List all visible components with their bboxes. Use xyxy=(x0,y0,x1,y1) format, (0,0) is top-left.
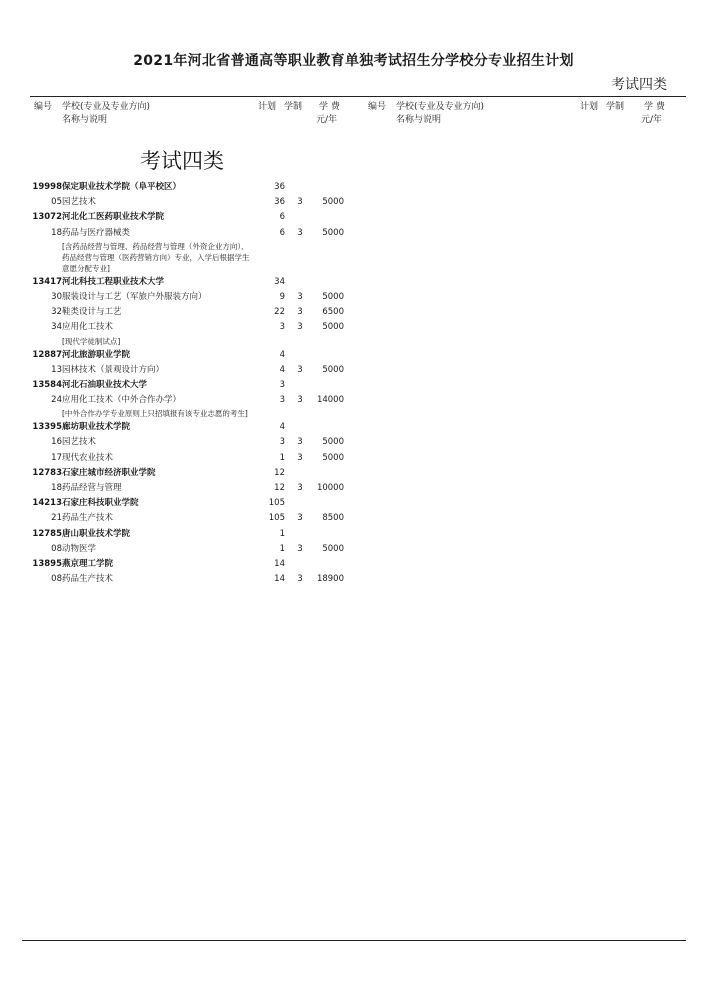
major-plan: 3 xyxy=(279,322,285,333)
school-code: 12785 xyxy=(32,528,62,539)
major-plan: 36 xyxy=(274,197,285,208)
major-fee: 14000 xyxy=(316,395,344,406)
header-fee-top: 学 费 xyxy=(319,102,340,112)
major-name: 应用化工技术（中外合作办学） xyxy=(62,395,182,406)
header-school: 学校(专业及专业方向) xyxy=(62,102,151,112)
school-code: 12887 xyxy=(32,349,62,360)
major-code: 18 xyxy=(51,483,62,493)
major-plan: 12 xyxy=(274,483,285,493)
header-school: 学校(专业及专业方向) xyxy=(396,102,485,112)
school-code: 13584 xyxy=(32,379,62,390)
major-years: 3 xyxy=(297,483,303,493)
major-row xyxy=(0,542,360,557)
major-code: 21 xyxy=(51,513,62,524)
header-desc: 名称与说明 xyxy=(396,115,442,125)
major-name: 服装设计与工艺（军旅户外服装方向） xyxy=(62,291,207,302)
school-plan: 4 xyxy=(279,422,285,433)
major-fee: 5000 xyxy=(322,452,344,463)
major-plan: 14 xyxy=(274,574,285,585)
school-plan: 105 xyxy=(268,498,285,509)
school-code: 14213 xyxy=(32,498,62,509)
school-row xyxy=(0,466,360,481)
school-plan: 34 xyxy=(274,276,285,287)
major-row xyxy=(0,572,360,587)
major-fee: 5000 xyxy=(322,322,344,333)
header-code: 编号 xyxy=(34,102,53,112)
major-years: 3 xyxy=(297,395,303,406)
major-fee: 18900 xyxy=(316,574,344,585)
major-row xyxy=(0,226,360,241)
major-name: 园林技术（景观设计方向） xyxy=(62,364,165,375)
major-code: 16 xyxy=(51,437,62,448)
school-row xyxy=(0,180,360,195)
major-years: 3 xyxy=(297,437,303,448)
school-code: 13417 xyxy=(32,276,62,287)
school-name: 唐山职业技术学院 xyxy=(62,528,131,539)
school-name: 河北旅游职业学院 xyxy=(62,349,131,360)
school-name: 河北石油职业技术大学 xyxy=(62,379,148,390)
school-plan: 4 xyxy=(279,349,285,360)
major-plan: 3 xyxy=(279,395,285,406)
major-fee: 8500 xyxy=(322,513,344,524)
school-row xyxy=(0,527,360,542)
school-plan: 1 xyxy=(279,528,285,539)
major-name: 现代农业技术 xyxy=(62,452,114,463)
major-fee: 10000 xyxy=(316,483,344,493)
major-note: [含药品经营与管理、药品经营与管理（外资企业方向）、药品经营与管理（医药营销方向）专业，入学后根据学生意愿分配专业] xyxy=(62,241,250,273)
major-code: 05 xyxy=(51,197,62,208)
major-row xyxy=(0,305,360,320)
major-row xyxy=(0,393,360,408)
header-fee-top: 学 费 xyxy=(644,102,665,112)
school-plan: 12 xyxy=(274,467,285,478)
header-desc: 名称与说明 xyxy=(62,115,108,125)
school-name: 燕京理工学院 xyxy=(62,558,114,569)
plan-table xyxy=(0,180,360,587)
major-plan: 4 xyxy=(279,364,285,375)
major-name: 药品与医疗器械类 xyxy=(62,227,131,238)
major-fee: 5000 xyxy=(322,227,344,238)
major-plan: 3 xyxy=(279,437,285,448)
header-years: 学制 xyxy=(284,102,303,112)
major-name: 园艺技术 xyxy=(62,437,97,448)
major-name: 药品生产技术 xyxy=(62,574,114,585)
major-years: 3 xyxy=(297,452,303,463)
major-code: 17 xyxy=(51,452,62,463)
major-years: 3 xyxy=(297,513,303,524)
major-years: 3 xyxy=(297,197,303,208)
school-code: 12783 xyxy=(32,467,62,478)
major-plan: 1 xyxy=(279,543,285,554)
major-row xyxy=(0,320,360,335)
major-code: 08 xyxy=(51,543,62,554)
bottom-rule xyxy=(22,940,686,941)
major-plan: 1 xyxy=(279,452,285,463)
document-title: 2021年河北省普通高等职业教育单独考试招生分学校分专业招生计划 xyxy=(133,53,574,69)
major-years: 3 xyxy=(297,307,303,318)
school-plan: 14 xyxy=(274,558,285,569)
major-years: 3 xyxy=(297,291,303,302)
major-row xyxy=(0,363,360,378)
major-code: 13 xyxy=(51,364,62,375)
major-note: [中外合作办学专业原则上只招填报有该专业志愿的考生] xyxy=(62,409,248,419)
school-row xyxy=(0,496,360,511)
school-code: 19998 xyxy=(32,182,62,192)
major-years: 3 xyxy=(297,227,303,238)
header-code: 编号 xyxy=(368,102,387,112)
major-fee: 6500 xyxy=(322,307,344,318)
school-row xyxy=(0,557,360,572)
major-code: 32 xyxy=(51,307,62,318)
major-plan: 22 xyxy=(274,307,285,318)
major-row xyxy=(0,195,360,210)
major-years: 3 xyxy=(297,322,303,333)
major-years: 3 xyxy=(297,543,303,554)
major-years: 3 xyxy=(297,574,303,585)
major-fee: 5000 xyxy=(322,291,344,302)
major-code: 08 xyxy=(51,574,62,585)
major-code: 34 xyxy=(51,322,62,333)
header-years: 学制 xyxy=(606,102,625,112)
school-name: 石家庄科技职业学院 xyxy=(62,498,139,509)
major-plan: 9 xyxy=(279,291,285,302)
major-name: 药品经营与管理 xyxy=(62,483,122,493)
header-fee-bottom: 元/年 xyxy=(641,115,663,125)
school-row xyxy=(0,420,360,435)
major-fee: 5000 xyxy=(322,437,344,448)
school-name: 河北科技工程职业技术大学 xyxy=(62,276,165,287)
major-row xyxy=(0,290,360,305)
major-row xyxy=(0,435,360,450)
school-name: 河北化工医药职业技术学院 xyxy=(62,212,165,223)
category-label: 考试四类 xyxy=(611,77,667,93)
school-plan: 36 xyxy=(274,182,285,192)
school-code: 13895 xyxy=(32,558,62,569)
major-note: [现代学徒制试点] xyxy=(62,336,121,346)
school-row xyxy=(0,210,360,225)
major-row xyxy=(0,451,360,466)
school-plan: 3 xyxy=(279,379,285,390)
school-name: 石家庄城市经济职业学院 xyxy=(62,467,156,478)
top-rule xyxy=(30,96,686,97)
school-row xyxy=(0,378,360,393)
major-years: 3 xyxy=(297,364,303,375)
table-header xyxy=(0,101,707,131)
major-name: 药品生产技术 xyxy=(62,513,114,524)
school-row xyxy=(0,348,360,363)
school-code: 13072 xyxy=(32,212,62,223)
header-plan: 计划 xyxy=(580,102,599,112)
major-name: 动物医学 xyxy=(62,543,97,554)
school-name: 廊坊职业技术学院 xyxy=(62,422,131,433)
major-fee: 5000 xyxy=(322,543,344,554)
school-row xyxy=(0,275,360,290)
major-fee: 5000 xyxy=(322,364,344,375)
major-plan: 6 xyxy=(279,227,285,238)
school-plan: 6 xyxy=(279,212,285,223)
header-plan: 计划 xyxy=(258,102,277,112)
major-name: 鞋类设计与工艺 xyxy=(62,307,122,318)
major-row xyxy=(0,481,360,496)
school-name: 保定职业技术学院（阜平校区） xyxy=(62,182,182,192)
major-row xyxy=(0,511,360,526)
major-fee: 5000 xyxy=(322,197,344,208)
major-code: 18 xyxy=(51,227,62,238)
school-code: 13395 xyxy=(32,422,62,433)
major-name: 应用化工技术 xyxy=(62,322,114,333)
major-name: 园艺技术 xyxy=(62,197,97,208)
major-code: 30 xyxy=(51,291,62,302)
major-code: 24 xyxy=(51,395,62,406)
major-plan: 105 xyxy=(268,513,285,524)
section-title: 考试四类 xyxy=(140,149,224,173)
header-fee-bottom: 元/年 xyxy=(316,115,338,125)
